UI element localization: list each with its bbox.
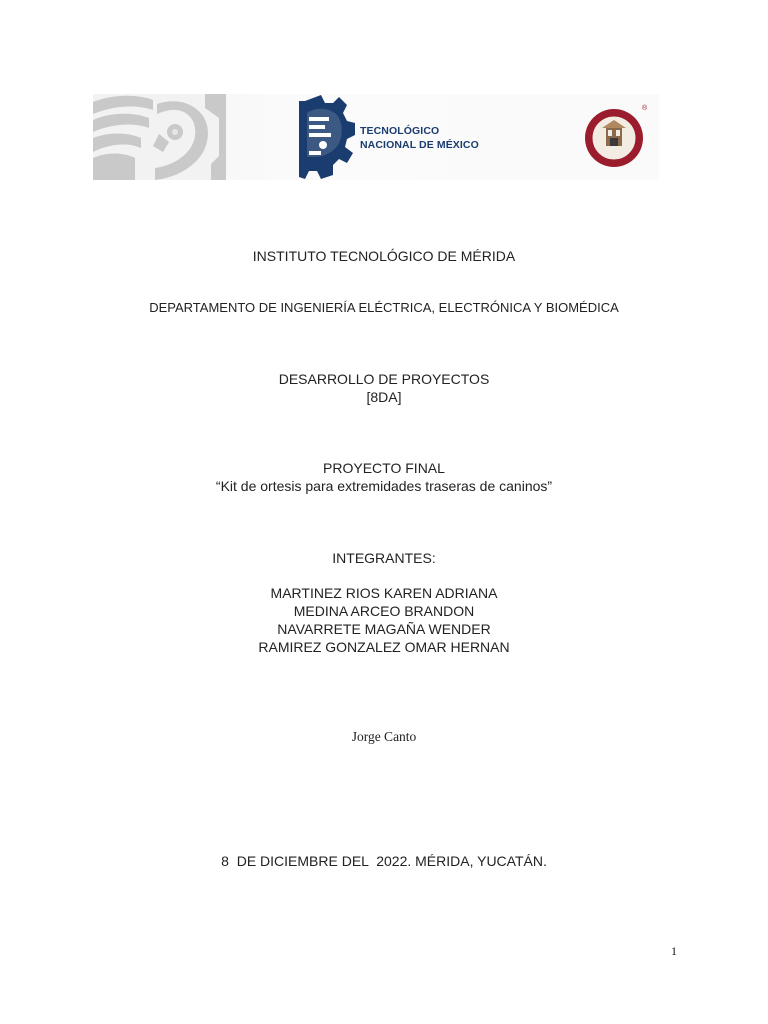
tecnm-wordmark bbox=[360, 124, 479, 152]
course-group: [8DA] bbox=[366, 389, 402, 405]
project-label: PROYECTO FINAL bbox=[323, 460, 445, 476]
member-name: NAVARRETE MAGAÑA WENDER bbox=[277, 621, 491, 637]
course-name: DESARROLLO DE PROYECTOS bbox=[278, 371, 490, 387]
registered-mark: ® bbox=[642, 105, 648, 112]
page-number: 1 bbox=[671, 944, 677, 958]
mayan-head-logo bbox=[93, 94, 226, 180]
department-name: DEPARTAMENTO DE INGENIERÍA ELÉCTRICA, ELECTRÓNICA Y BIOMÉDICA bbox=[149, 300, 619, 315]
date-place: 8 DE DICIEMBRE DEL 2022. MÉRIDA, YUCATÁN. bbox=[221, 853, 547, 869]
project-title: “Kit de ortesis para extremidades traseras de caninos” bbox=[215, 478, 553, 494]
members-label: INTEGRANTES: bbox=[332, 550, 436, 566]
itm-seal-logo bbox=[584, 100, 648, 172]
member-name: RAMIREZ GONZALEZ OMAR HERNAN bbox=[258, 639, 510, 655]
tecnm-line2: NACIONAL DE MÉXICO bbox=[360, 139, 479, 151]
tecnm-line1: TECNOLÓGICO bbox=[360, 125, 440, 137]
member-name: MEDINA ARCEO BRANDON bbox=[293, 603, 475, 619]
tecnm-gear-logo bbox=[299, 95, 355, 179]
institution-name: INSTITUTO TECNOLÓGICO DE MÉRIDA bbox=[252, 248, 516, 264]
teacher-name: Jorge Canto bbox=[351, 729, 417, 744]
member-name: MARTINEZ RIOS KAREN ADRIANA bbox=[270, 585, 498, 601]
